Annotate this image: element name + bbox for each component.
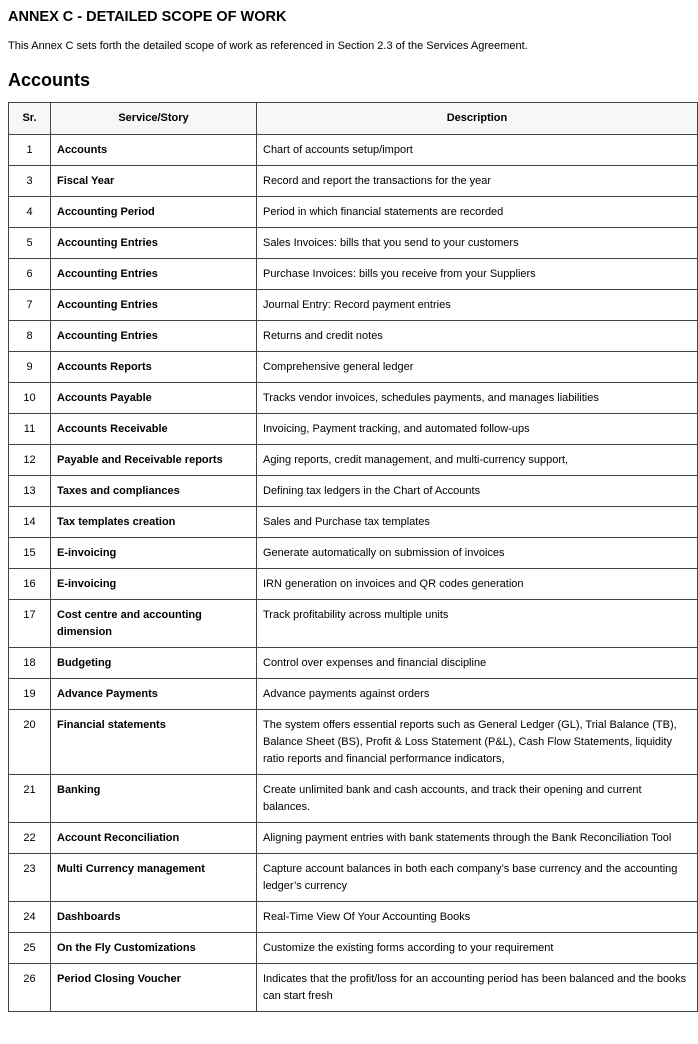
description-cell: Generate automatically on submission of invoices (257, 538, 698, 569)
description-cell: Tracks vendor invoices, schedules payments, and manages liabilities (257, 383, 698, 414)
table-row (9, 445, 698, 476)
table-row (9, 352, 698, 383)
table-body (9, 135, 698, 1012)
service-cell: Accounting Entries (51, 259, 257, 290)
sr-cell: 20 (9, 710, 51, 775)
description-cell: Returns and credit notes (257, 321, 698, 352)
column-header-description: Description (257, 103, 698, 135)
sr-cell: 5 (9, 228, 51, 259)
description-cell: Indicates that the profit/loss for an accounting period has been balanced and the books can start fresh (257, 964, 698, 1012)
table-row (9, 135, 698, 166)
description-cell: Sales Invoices: bills that you send to your customers (257, 228, 698, 259)
sr-cell: 23 (9, 854, 51, 902)
table-row (9, 775, 698, 823)
sr-cell: 11 (9, 414, 51, 445)
service-cell: Tax templates creation (51, 507, 257, 538)
description-cell: Customize the existing forms according to your requirement (257, 933, 698, 964)
description-cell: Record and report the transactions for the year (257, 166, 698, 197)
service-cell: Budgeting (51, 648, 257, 679)
description-cell: Advance payments against orders (257, 679, 698, 710)
table-row (9, 507, 698, 538)
service-cell: Advance Payments (51, 679, 257, 710)
service-cell: Multi Currency management (51, 854, 257, 902)
table-row (9, 259, 698, 290)
service-cell: Accounts (51, 135, 257, 166)
sr-cell: 21 (9, 775, 51, 823)
section-title: Accounts (8, 70, 91, 90)
table-row (9, 166, 698, 197)
service-cell: Fiscal Year (51, 166, 257, 197)
sr-cell: 9 (9, 352, 51, 383)
table-row (9, 854, 698, 902)
table-row (9, 569, 698, 600)
table-row (9, 476, 698, 507)
description-cell: Period in which financial statements are recorded (257, 197, 698, 228)
sr-cell: 4 (9, 197, 51, 228)
sr-cell: 13 (9, 476, 51, 507)
table-row (9, 290, 698, 321)
sr-cell: 14 (9, 507, 51, 538)
table-row (9, 383, 698, 414)
description-cell: Chart of accounts setup/import (257, 135, 698, 166)
sr-cell: 10 (9, 383, 51, 414)
service-cell: Accounts Payable (51, 383, 257, 414)
sr-cell: 24 (9, 902, 51, 933)
table-row (9, 228, 698, 259)
service-cell: Taxes and compliances (51, 476, 257, 507)
table-row (9, 823, 698, 854)
description-cell: Create unlimited bank and cash accounts, and track their opening and current balances. (257, 775, 698, 823)
description-cell: Invoicing, Payment tracking, and automated follow-ups (257, 414, 698, 445)
service-cell: Dashboards (51, 902, 257, 933)
service-cell: Account Reconciliation (51, 823, 257, 854)
sr-cell: 19 (9, 679, 51, 710)
table-row (9, 710, 698, 775)
column-header-service: Service/Story (51, 103, 257, 135)
sr-cell: 17 (9, 600, 51, 648)
sr-cell: 8 (9, 321, 51, 352)
service-cell: E-invoicing (51, 569, 257, 600)
description-cell: The system offers essential reports such as General Ledger (GL), Trial Balance (TB), Balance Sheet (BS), Profit & Loss Statement (P&L), Cash Flow Statements, liquidity ratio reports and financial performance indicators, (257, 710, 698, 775)
description-cell: Real-Time View Of Your Accounting Books (257, 902, 698, 933)
table-row (9, 321, 698, 352)
service-cell: Accounting Entries (51, 228, 257, 259)
scope-table (8, 102, 698, 1012)
table-header-row (9, 103, 698, 135)
service-cell: Accounting Period (51, 197, 257, 228)
description-cell: Aging reports, credit management, and multi-currency support, (257, 445, 698, 476)
table-row (9, 538, 698, 569)
table-row (9, 600, 698, 648)
sr-cell: 15 (9, 538, 51, 569)
description-cell: Aligning payment entries with bank statements through the Bank Reconciliation Tool (257, 823, 698, 854)
description-cell: Track profitability across multiple units (257, 600, 698, 648)
description-cell: Journal Entry: Record payment entries (257, 290, 698, 321)
sr-cell: 16 (9, 569, 51, 600)
sr-cell: 7 (9, 290, 51, 321)
annex-title: ANNEX C - DETAILED SCOPE OF WORK (8, 9, 287, 25)
description-cell: Purchase Invoices: bills you receive from your Suppliers (257, 259, 698, 290)
service-cell: Banking (51, 775, 257, 823)
table-row (9, 197, 698, 228)
table-row (9, 933, 698, 964)
description-cell: Comprehensive general ledger (257, 352, 698, 383)
table-row (9, 902, 698, 933)
sr-cell: 22 (9, 823, 51, 854)
description-cell: Defining tax ledgers in the Chart of Accounts (257, 476, 698, 507)
table-row (9, 414, 698, 445)
description-cell: Sales and Purchase tax templates (257, 507, 698, 538)
service-cell: Cost centre and accounting dimension (51, 600, 257, 648)
description-cell: Control over expenses and financial discipline (257, 648, 698, 679)
service-cell: Accounting Entries (51, 290, 257, 321)
sr-cell: 6 (9, 259, 51, 290)
sr-cell: 26 (9, 964, 51, 1012)
service-cell: Payable and Receivable reports (51, 445, 257, 476)
sr-cell: 18 (9, 648, 51, 679)
description-cell: IRN generation on invoices and QR codes generation (257, 569, 698, 600)
sr-cell: 1 (9, 135, 51, 166)
service-cell: Period Closing Voucher (51, 964, 257, 1012)
table-row (9, 679, 698, 710)
sr-cell: 25 (9, 933, 51, 964)
description-cell: Capture account balances in both each company’s base currency and the accounting ledger’s currency (257, 854, 698, 902)
table-row (9, 964, 698, 1012)
service-cell: Financial statements (51, 710, 257, 775)
sr-cell: 3 (9, 166, 51, 197)
service-cell: On the Fly Customizations (51, 933, 257, 964)
service-cell: E-invoicing (51, 538, 257, 569)
table-row (9, 648, 698, 679)
service-cell: Accounting Entries (51, 321, 257, 352)
service-cell: Accounts Reports (51, 352, 257, 383)
service-cell: Accounts Receivable (51, 414, 257, 445)
column-header-sr: Sr. (9, 103, 51, 135)
intro-paragraph: This Annex C sets forth the detailed scope of work as referenced in Section 2.3 of the Services Agreement. (8, 40, 528, 52)
sr-cell: 12 (9, 445, 51, 476)
